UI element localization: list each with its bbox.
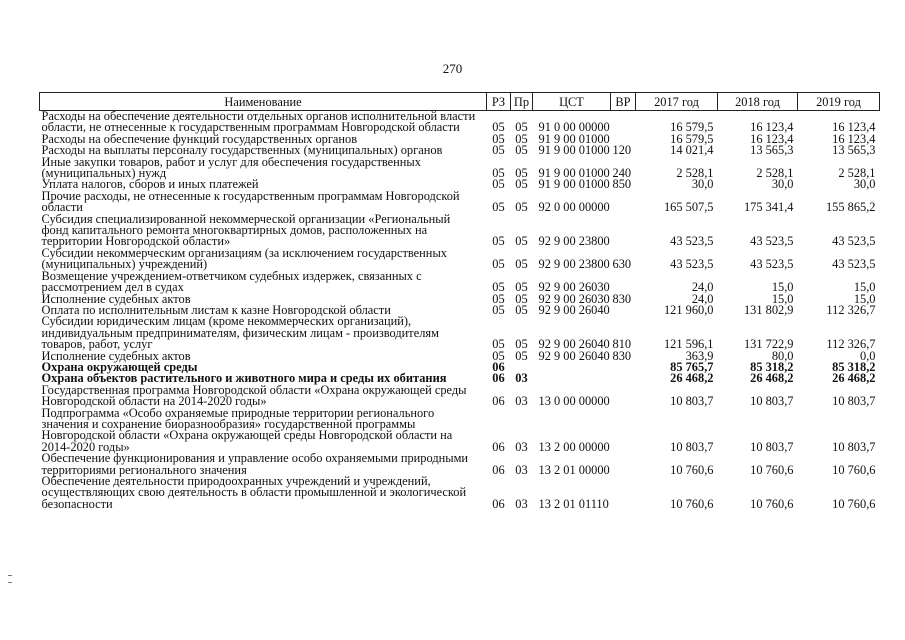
- row-name: Охрана окружающей среды: [41, 359, 198, 374]
- table-row: [40, 316, 880, 350]
- row-name: Исполнение судебных актов: [41, 348, 191, 363]
- row-vr: 850: [612, 177, 632, 192]
- row-rz: 05: [492, 348, 505, 363]
- row-rz: 05: [492, 280, 505, 295]
- row-vr: [611, 362, 636, 373]
- row-value-2017: 24,0: [691, 291, 714, 306]
- row-name: Расходы на выплаты персоналу государственных (муниципальных) органов: [41, 143, 443, 158]
- row-cst: [533, 362, 611, 373]
- row-name: Иные закупки товаров, работ и услуг для обеспечения государственных (муниципальных) нужд: [41, 154, 421, 181]
- row-cst: 92 9 00 26030: [538, 291, 610, 306]
- row-pr: 05: [515, 337, 528, 352]
- row-pr: 05: [515, 177, 528, 192]
- row-rz: 05: [492, 257, 505, 272]
- row-cst: 91 9 00 01000: [538, 131, 610, 146]
- row-value-2017: 26 468,2: [670, 371, 714, 386]
- row-rz: 05: [492, 143, 505, 158]
- row-pr: 05: [515, 280, 528, 295]
- row-rz: 05: [492, 200, 505, 215]
- row-value-2018: 10 803,7: [750, 439, 794, 454]
- table-body: [40, 111, 880, 511]
- row-value-2018: 15,0: [771, 280, 794, 295]
- row-vr: 830: [612, 291, 632, 306]
- row-value-2017: 165 507,5: [663, 200, 714, 215]
- row-cst: 92 9 00 26040: [538, 302, 610, 317]
- row-value-2017: 24,0: [691, 280, 714, 295]
- row-name: Исполнение судебных актов: [41, 291, 191, 306]
- row-cst: 91 9 00 01000: [538, 143, 610, 158]
- row-name: Охрана объектов растительного и животного мира и среды их обитания: [41, 371, 447, 386]
- row-value-2018: 43 523,5: [750, 257, 794, 272]
- header-2019: 2019 год: [798, 93, 880, 111]
- row-vr: [611, 385, 636, 408]
- row-value-2017: 10 803,7: [670, 394, 714, 409]
- row-value-2017: 43 523,5: [670, 257, 714, 272]
- row-vr: 810: [612, 337, 632, 352]
- row-pr: 05: [515, 257, 528, 272]
- row-value-2018: 131 722,9: [743, 337, 794, 352]
- table-row: [40, 157, 880, 180]
- header-name: Наименование: [40, 93, 487, 111]
- header-2018: 2018 год: [718, 93, 798, 111]
- row-value-2019: 10 760,6: [832, 462, 876, 477]
- table-row: [40, 385, 880, 408]
- row-value-2017: 363,9: [685, 348, 714, 363]
- row-name: Субсидии некоммерческим организациям (за исключением государственных (муниципальных) учреждений): [41, 245, 447, 272]
- row-rz: 06: [492, 462, 505, 477]
- table-row: [40, 408, 880, 454]
- row-vr: 240: [612, 166, 632, 181]
- row-value-2017: 14 021,4: [670, 143, 714, 158]
- row-vr: 630: [612, 257, 632, 272]
- row-value-2017: 16 579,5: [670, 131, 714, 146]
- row-vr: [611, 111, 636, 134]
- row-name: Прочие расходы, не отнесенные к государственным программам Новгородской области: [41, 188, 460, 215]
- row-pr: 03: [515, 371, 528, 386]
- row-value-2019: 43 523,5: [832, 257, 876, 272]
- row-cst: [533, 373, 611, 384]
- table-row: [40, 453, 880, 476]
- row-value-2019: 26 468,2: [832, 371, 876, 386]
- row-vr: [611, 373, 636, 384]
- row-pr: 05: [515, 120, 528, 135]
- table-row: [40, 476, 880, 510]
- row-value-2018: 13 565,3: [750, 143, 794, 158]
- row-value-2019: 112 326,7: [826, 337, 876, 352]
- row-vr: [611, 305, 636, 316]
- row-value-2018: 80,0: [771, 348, 794, 363]
- row-rz: 05: [492, 131, 505, 146]
- header-cst: ЦСТ: [533, 93, 611, 111]
- row-name: Подпрограмма «Особо охраняемые природные территории регионального значения и сохранение биоразнообразия» государственной программы Новгородской области «Охрана окружающей среды Новгородской области на 2014-2020 годы»: [41, 405, 453, 454]
- row-rz: 05: [492, 291, 505, 306]
- row-cst: 91 9 00 01000: [538, 177, 610, 192]
- row-value-2019: 13 565,3: [832, 143, 876, 158]
- row-pr: 05: [515, 234, 528, 249]
- row-value-2018: 16 123,4: [750, 120, 794, 135]
- row-value-2018: 10 803,7: [750, 394, 794, 409]
- table-row: [40, 111, 880, 134]
- row-value-2017: 10 760,6: [670, 496, 714, 511]
- page-number: 270: [442, 61, 463, 76]
- row-cst: 13 2 00 00000: [538, 439, 610, 454]
- row-pr: 05: [515, 166, 528, 181]
- row-pr: 03: [515, 439, 528, 454]
- row-value-2017: 16 579,5: [670, 120, 714, 135]
- row-cst: 91 0 00 00000: [538, 120, 610, 135]
- row-rz: 05: [492, 302, 505, 317]
- row-name: Расходы на обеспечение функций государственных органов: [41, 131, 358, 146]
- row-rz: 05: [492, 337, 505, 352]
- row-value-2018: 2 528,1: [756, 166, 794, 181]
- row-name: Субсидия специализированной некоммерческой организации «Региональный фонд капитального ремонта многоквартирных домов, расположенных на территории Новгородской области»: [41, 211, 451, 249]
- row-rz: 05: [492, 177, 505, 192]
- row-vr: 120: [612, 143, 632, 158]
- row-rz: 05: [492, 120, 505, 135]
- row-vr: [611, 476, 636, 510]
- row-value-2019: 16 123,4: [832, 131, 876, 146]
- row-value-2017: 10 760,6: [670, 462, 714, 477]
- header-rz: РЗ: [487, 93, 511, 111]
- row-pr: 05: [515, 200, 528, 215]
- row-name: Оплата по исполнительным листам к казне Новгородской области: [41, 302, 391, 317]
- row-cst: 91 9 00 01000: [538, 166, 610, 181]
- row-value-2018: 26 468,2: [750, 371, 794, 386]
- row-value-2019: 43 523,5: [832, 234, 876, 249]
- row-pr: 05: [515, 302, 528, 317]
- table-row: [40, 271, 880, 294]
- row-value-2018: 10 760,6: [750, 462, 794, 477]
- row-value-2018: 15,0: [771, 291, 794, 306]
- header-2017: 2017 год: [636, 93, 718, 111]
- row-name: Государственная программа Новгородской области «Охрана окружающей среды Новгородской области на 2014-2020 годы»: [41, 382, 467, 409]
- row-value-2019: 10 760,6: [832, 496, 876, 511]
- row-pr: 05: [515, 348, 528, 363]
- row-value-2019: 15,0: [853, 291, 876, 306]
- row-name: Субсидии юридическим лицам (кроме некоммерческих организаций), индивидуальным предпринимателям, физическим лицам - производителям товаров, работ, услуг: [41, 314, 439, 352]
- row-pr: 03: [515, 394, 528, 409]
- row-cst: 13 0 00 00000: [538, 394, 610, 409]
- row-value-2019: 30,0: [853, 177, 876, 192]
- row-value-2017: 121 960,0: [663, 302, 714, 317]
- row-pr: 05: [515, 131, 528, 146]
- row-value-2017: 85 765,7: [670, 359, 714, 374]
- row-pr: 03: [515, 496, 528, 511]
- row-value-2018: 16 123,4: [750, 131, 794, 146]
- row-value-2019: 2 528,1: [838, 166, 876, 181]
- row-vr: [611, 191, 636, 214]
- row-value-2018: 43 523,5: [750, 234, 794, 249]
- row-value-2017: 10 803,7: [670, 439, 714, 454]
- row-value-2018: 30,0: [771, 177, 794, 192]
- row-pr: 05: [515, 143, 528, 158]
- row-rz: 06: [492, 439, 505, 454]
- row-value-2017: 121 596,1: [663, 337, 714, 352]
- row-vr: 830: [612, 348, 632, 363]
- row-cst: 92 9 00 23800: [538, 234, 610, 249]
- row-name: Возмещение учреждением-ответчиком судебных издержек, связанных с рассмотрением дел в судах: [41, 268, 422, 295]
- row-vr: [611, 453, 636, 476]
- row-value-2019: 85 318,2: [832, 359, 876, 374]
- row-value-2018: 85 318,2: [750, 359, 794, 374]
- row-name: Обеспечение деятельности природоохранных учреждений и учреждений, осуществляющих свою деятельность в области промышленной и экологической безопасности: [41, 474, 467, 511]
- row-cst: 92 0 00 00000: [538, 200, 610, 215]
- table-row: [40, 191, 880, 214]
- row-value-2019: 10 803,7: [832, 394, 876, 409]
- row-value-2017: 2 528,1: [676, 166, 714, 181]
- row-cst: 92 9 00 26040: [538, 337, 610, 352]
- row-rz: 06: [492, 371, 505, 386]
- row-value-2018: 10 760,6: [750, 496, 794, 511]
- row-value-2017: 43 523,5: [670, 234, 714, 249]
- row-value-2017: 30,0: [691, 177, 714, 192]
- row-cst: 92 9 00 26030: [538, 280, 610, 295]
- row-value-2019: 10 803,7: [832, 439, 876, 454]
- header-vr: ВР: [611, 93, 636, 111]
- row-rz: 06: [492, 394, 505, 409]
- row-cst: 92 9 00 26040: [538, 348, 610, 363]
- budget-table: [39, 92, 880, 510]
- row-pr: 05: [515, 291, 528, 306]
- row-pr: 03: [515, 462, 528, 477]
- row-rz: 05: [492, 234, 505, 249]
- row-name: Расходы на обеспечение деятельности отдельных органов исполнительной власти области, не отнесенные к государственным программам Новгородской области: [41, 109, 476, 135]
- row-value-2018: 175 341,4: [743, 200, 794, 215]
- row-cst: 13 2 01 01110: [538, 496, 609, 511]
- row-value-2019: 15,0: [853, 280, 876, 295]
- margin-mark: [8, 582, 12, 583]
- row-rz: 05: [492, 166, 505, 181]
- row-value-2019: 0,0: [860, 348, 876, 363]
- row-vr: [611, 214, 636, 248]
- row-vr: [611, 408, 636, 454]
- row-rz: 06: [492, 359, 505, 374]
- header-pr: Пр: [511, 93, 533, 111]
- row-value-2019: 16 123,4: [832, 120, 876, 135]
- margin-mark: [8, 575, 12, 576]
- row-cst: 92 9 00 23800: [538, 257, 610, 272]
- row-vr: [611, 271, 636, 294]
- table-row: [40, 248, 880, 271]
- row-name: Уплата налогов, сборов и иных платежей: [41, 177, 259, 192]
- row-cst: 13 2 01 00000: [538, 462, 610, 477]
- row-value-2018: 131 802,9: [743, 302, 794, 317]
- table-row: [40, 214, 880, 248]
- row-rz: 06: [492, 496, 505, 511]
- row-value-2019: 155 865,2: [825, 200, 876, 215]
- table-header: [40, 93, 880, 111]
- row-name: Обеспечение функционирования и управление особо охраняемыми природными территориями регионального значения: [41, 451, 469, 477]
- row-value-2019: 112 326,7: [826, 302, 876, 317]
